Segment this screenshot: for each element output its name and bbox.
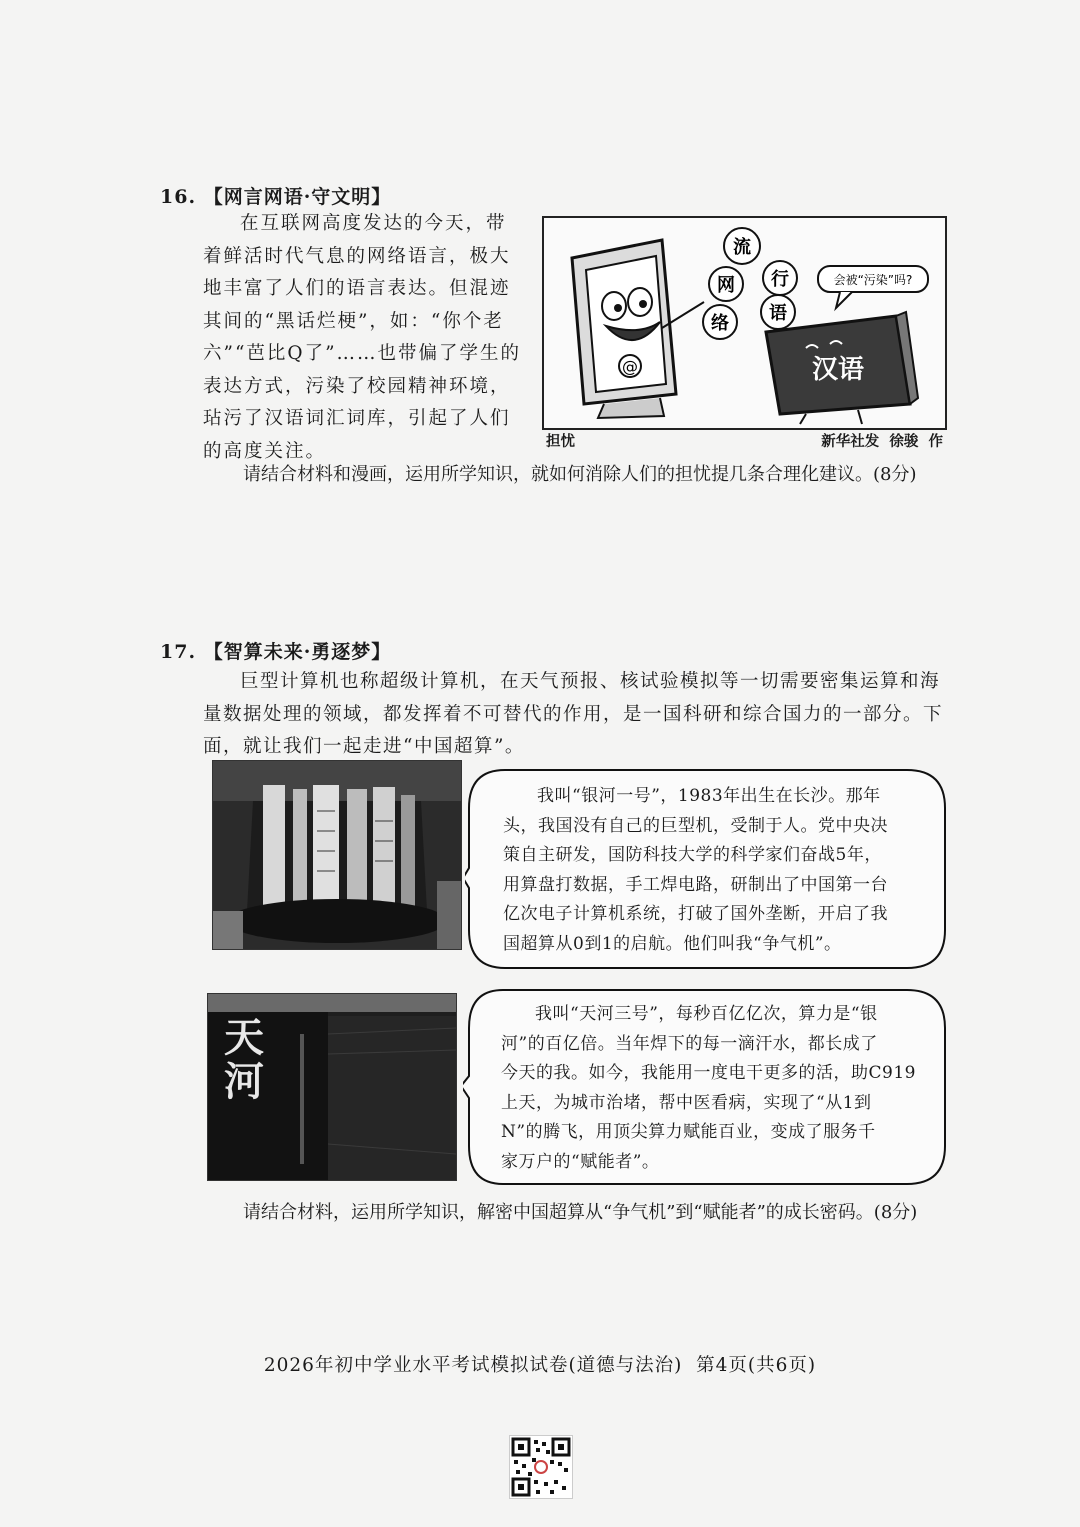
cartoon-title: 担忧 (546, 433, 575, 450)
speech-line: 河”的百亿倍。当年焊下的每一滴汗水，都长成了 (501, 1033, 878, 1054)
material-line: 量数据处理的领域，都发挥着不可替代的作用，是一国科研和综合国力的一部分。下 (203, 703, 944, 725)
speech-line: 头，我国没有自己的巨型机，受制于人。党中央决 (503, 815, 888, 836)
speech-line: 上天，为城市治堵，帮中医看病，实现了“从1到 (501, 1092, 872, 1113)
speech-line: 国超算从0到1的启航。他们叫我“争气机”。 (503, 933, 842, 954)
material-line: 着鲜活时代气息的网络语言，极大 (203, 245, 511, 267)
question-17-prompt: 请结合材料，运用所学知识，解密中国超算从“争气机”到“赋能者”的成长密码。(8分) (243, 1202, 918, 1223)
material-line: 的高度关注。 (203, 440, 327, 462)
question-16-prompt: 请结合材料和漫画，运用所学知识，就如何消除人们的担忧提几条合理化建议。(8分) (243, 464, 917, 485)
tianhe-label: 天河 (224, 1014, 264, 1105)
speech-line: 我叫“天河三号”，每秒百亿亿次，算力是“银 (535, 1004, 878, 1024)
question-title: 【网言网语·守文明】 (203, 186, 392, 208)
book-label: 汉语 (811, 355, 865, 385)
material-line: 在互联网高度发达的今天，带 (240, 213, 507, 234)
speech-line: 用算盘打数据，手工焊电路，研制出了中国第一台 (503, 874, 888, 895)
question-17-material (203, 666, 953, 764)
cartoon-credit: 新华社发 徐骏 作 (821, 433, 943, 450)
worry-cartoon (542, 216, 947, 430)
cartoon-drawing (544, 218, 945, 428)
speech-line: 我叫“银河一号”，1983年出生在长沙。那年 (537, 786, 881, 806)
question-16-material (203, 208, 533, 468)
speech-line: 亿次电子计算机系统，打破了国外垄断，开启了我 (503, 904, 888, 924)
material-line: 地丰富了人们的语言表达。但混迹 (203, 278, 511, 299)
material-line: 六”“芭比Q了”……也带偏了学生的 (203, 343, 522, 364)
yinhe-speech-bubble (465, 768, 947, 970)
qr-code (509, 1435, 573, 1499)
question-16-header (160, 182, 391, 209)
tianhe-supercomputer-photo (207, 993, 457, 1181)
material-line: 玷污了汉语词汇词库，引起了人们 (203, 408, 511, 429)
at-symbol: @ (622, 357, 638, 376)
speech-text: 会被“污染”吗? (833, 273, 913, 287)
speech-line: N”的腾飞，用顶尖算力赋能百业，变成了服务千 (501, 1122, 876, 1142)
material-line: 面，就让我们一起走进“中国超算”。 (203, 736, 525, 757)
question-17-header (160, 637, 391, 664)
speech-line: 策自主研发，国防科技大学的科学家们奋战5年， (503, 845, 882, 865)
yinhe-speech-text (503, 782, 921, 959)
question-number: 17. (160, 641, 197, 663)
bubble-char: 语 (769, 303, 787, 324)
bubble-char: 网 (717, 275, 735, 296)
material-line: 其间的“黑话烂梗”，如：“你个老 (203, 310, 504, 332)
material-line: 表达方式，污染了校园精神环境， (203, 375, 511, 397)
yinhe-supercomputer-photo (212, 760, 462, 950)
material-line: 巨型计算机也称超级计算机，在天气预报、核试验模拟等一切需要密集运算和海 (240, 671, 941, 692)
tianhe-speech-text (501, 1000, 921, 1177)
bubble-char: 流 (733, 237, 751, 258)
question-title: 【智算未来·勇逐梦】 (203, 641, 392, 663)
page-footer: 2026年初中学业水平考试模拟试卷(道德与法治) 第4页(共6页) (263, 1355, 817, 1376)
bubble-char: 行 (771, 269, 789, 290)
tianhe-speech-bubble (463, 988, 947, 1186)
speech-line: 今天的我。如今，我能用一度电干更多的活，助C919 (501, 1063, 916, 1083)
bubble-char: 络 (711, 313, 729, 334)
speech-line: 家万户的“赋能者”。 (501, 1151, 660, 1172)
question-number: 16. (160, 186, 197, 208)
